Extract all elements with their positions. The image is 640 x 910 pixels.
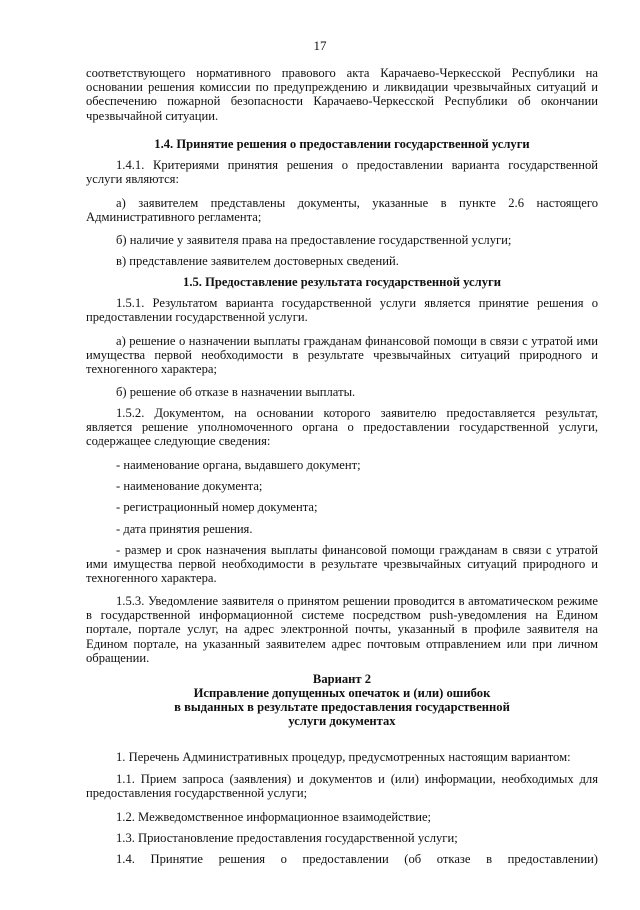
- procedures-list-intro: 1. Перечень Административных процедур, предусмотренных настоящим вариантом:: [116, 750, 571, 764]
- list-item-document-name: - наименование документа;: [116, 479, 263, 493]
- list-item-decision-date: - дата принятия решения.: [116, 522, 253, 536]
- procedure-1-2: 1.2. Межведомственное информационное взаимодействие;: [116, 810, 432, 824]
- variant-title-line-2: в выданных в результате предоставления государственной: [174, 700, 510, 714]
- paragraph-1-5-1: 1.5.1. Результатом варианта государственной услуги является принятие решения о предоставлении государственной услуги.: [86, 296, 598, 325]
- paragraph-continuation: соответствующего нормативного правового акта Карачаево-Черкесской Республики на основании решения комиссии по предупреждению и ликвидации чрезвычайных ситуаций и обеспечению пожарной безопасности Карачаево-Черкесской Республики об окончании чрезвычайной ситуации.: [86, 66, 598, 123]
- criterion-a: а) заявителем представлены документы, указанные в пункте 2.6 настоящего Административного регламента;: [86, 196, 598, 225]
- variant-heading: Вариант 2: [312, 672, 372, 686]
- criterion-c: в) представление заявителем достоверных сведений.: [116, 254, 399, 268]
- section-heading-1-4: 1.4. Принятие решения о предоставлении государственной услуги: [154, 137, 530, 151]
- procedure-1-4: 1.4. Принятие решения о предоставлении (об отказе в предоставлении): [116, 852, 598, 866]
- paragraph-1-4-1: 1.4.1. Критериями принятия решения о предоставлении варианта государственной услуги являются:: [86, 158, 598, 187]
- paragraph-1-5-3: 1.5.3. Уведомление заявителя о принятом решении проводится в автоматическом режиме в государственной информационной системе посредством push-уведомления на Едином портале, портале услуг, на адрес электронной почты, указанный в профиле заявителя на Едином портале, на указанный заявителем адрес почтовым отправлением или при личном обращении.: [86, 594, 598, 665]
- page-number: 17: [313, 38, 327, 53]
- variant-title-line-1: Исправление допущенных опечаток и (или) ошибок: [193, 686, 491, 700]
- section-heading-1-5: 1.5. Предоставление результата государственной услуги: [183, 275, 501, 289]
- criterion-b: б) наличие у заявителя права на предоставление государственной услуги;: [116, 233, 512, 247]
- result-a: а) решение о назначении выплаты гражданам финансовой помощи в связи с утратой ими имущества первой необходимости в результате чрезвычайных ситуаций природного и техногенного характера;: [86, 334, 598, 377]
- paragraph-1-5-2: 1.5.2. Документом, на основании которого заявителю предоставляется результат, является решение уполномоченного органа о предоставлении государственной услуги, содержащее следующие сведения:: [86, 406, 598, 449]
- procedure-1-3: 1.3. Приостановление предоставления государственной услуги;: [116, 831, 458, 845]
- list-item-payment-size: - размер и срок назначения выплаты финансовой помощи гражданам в связи с утратой ими имущества первой необходимости в результате чрезвычайных ситуаций природного и техногенного характера.: [86, 543, 598, 586]
- variant-title-line-3: услуги документах: [288, 714, 396, 728]
- list-item-reg-number: - регистрационный номер документа;: [116, 500, 318, 514]
- procedure-1-1: 1.1. Прием запроса (заявления) и документов и (или) информации, необходимых для предоставления государственной услуги;: [86, 772, 598, 801]
- result-b: б) решение об отказе в назначении выплаты.: [116, 385, 356, 399]
- list-item-organ: - наименование органа, выдавшего документ;: [116, 458, 361, 472]
